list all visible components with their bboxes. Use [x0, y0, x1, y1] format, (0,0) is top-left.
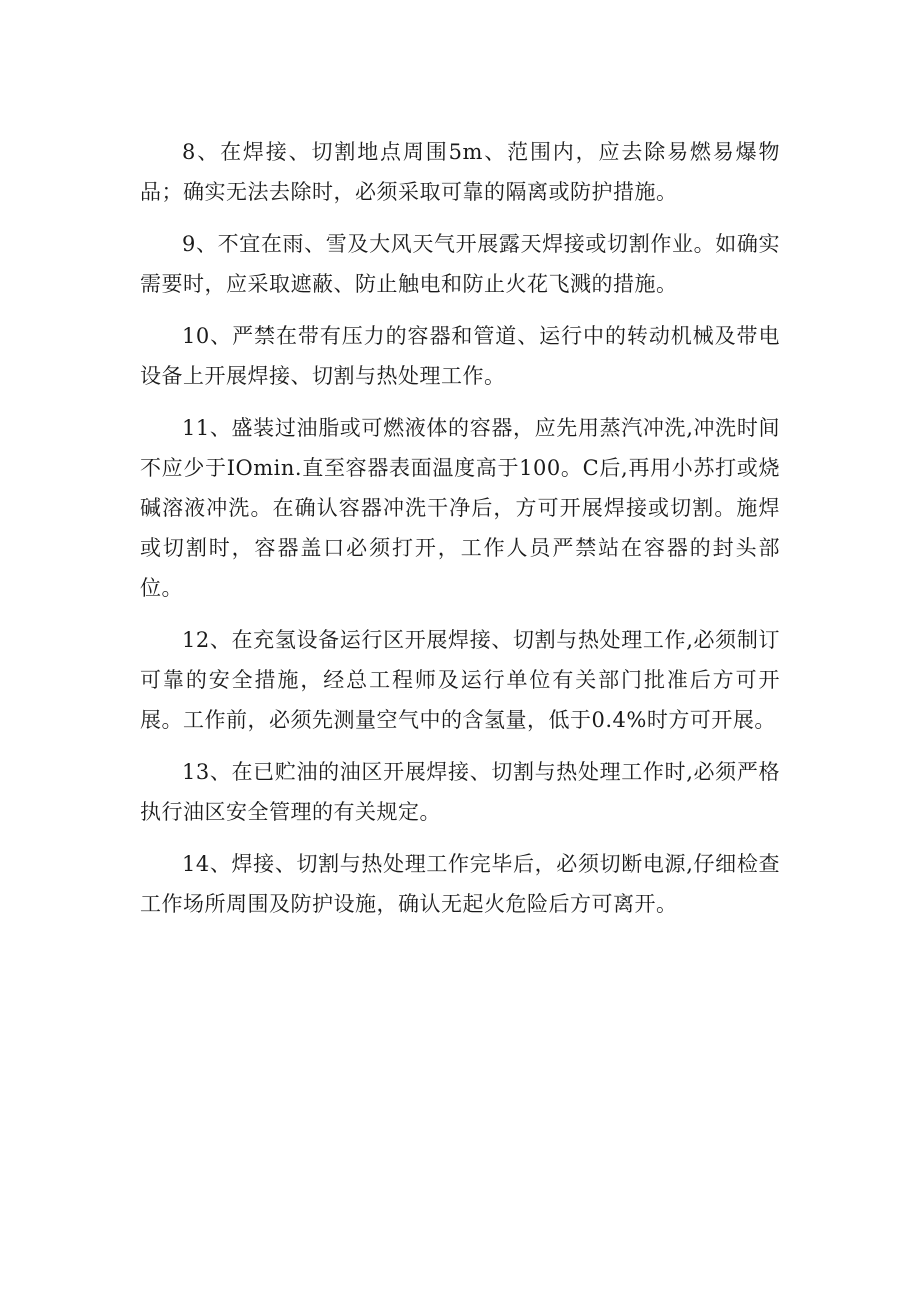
paragraph-item-8: 8、在焊接、切割地点周围5m、范围内，应去除易燃易爆物品；确实无法去除时，必须采取可靠的隔离或防护措施。: [140, 140, 780, 204]
paragraph-item-9: 9、不宜在雨、雪及大风天气开展露天焊接或切割作业。如确实需要时，应采取遮蔽、防止触电和防止火花飞溅的措施。: [140, 232, 780, 296]
paragraph-item-12: 12、在充氢设备运行区开展焊接、切割与热处理工作,必须制订可靠的安全措施，经总工程师及运行单位有关部门批准后方可开展。工作前，必须先测量空气中的含氢量，低于0.4%时方可开展。: [140, 628, 780, 732]
paragraph-item-11: 11、盛装过油脂或可燃液体的容器，应先用蒸汽冲洗,冲洗时间不应少于IOmin.直至容器表面温度高于100。C后,再用小苏打或烧碱溶液冲洗。在确认容器冲洗干净后，方可开展焊接或切割。施焊或切割时，容器盖口必须打开，工作人员严禁站在容器的封头部位。: [140, 416, 780, 600]
paragraph-item-14: 14、焊接、切割与热处理工作完毕后，必须切断电源,仔细检查工作场所周围及防护设施，确认无起火危险后方可离开。: [140, 852, 780, 916]
paragraph-item-10: 10、严禁在带有压力的容器和管道、运行中的转动机械及带电设备上开展焊接、切割与热处理工作。: [140, 324, 780, 388]
paragraph-item-13: 13、在已贮油的油区开展焊接、切割与热处理工作时,必须严格执行油区安全管理的有关规定。: [140, 760, 780, 824]
document-body: [140, 132, 780, 936]
